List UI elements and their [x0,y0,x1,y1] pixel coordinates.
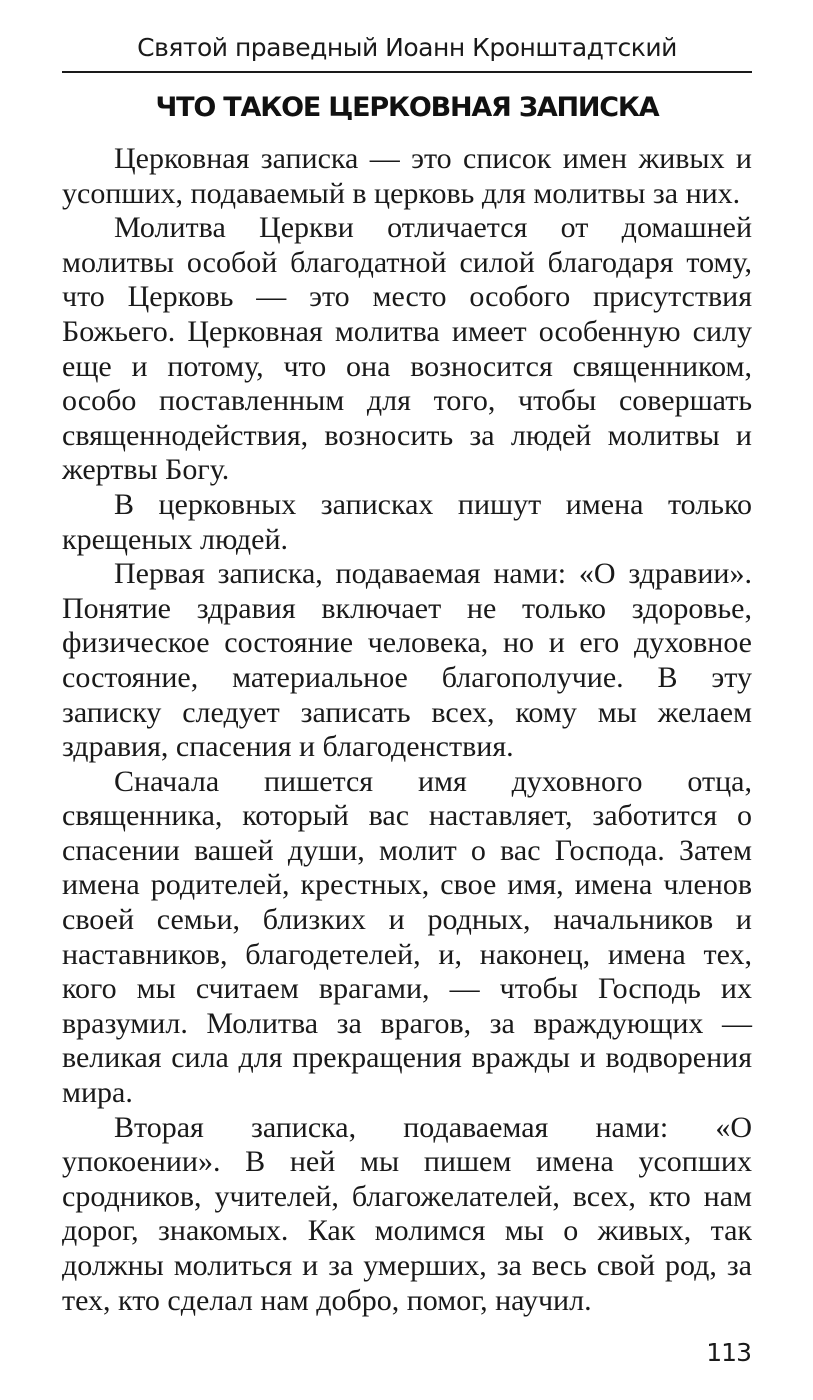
running-header: Святой праведный Иоанн Кронштадтский [137,33,677,62]
header-rule [62,71,752,73]
paragraph: Молитва Церкви отличается от домашней молитвы особой благодатной силой благодаря тому, что Церковь — это место особого присутствия Божьего. Церковная молитва имеет особенную силу еще и потому, что она возносится священником, особо поставленным для того, чтобы совершать священнодействия, возносить за людей молитвы и жертвы Богу. [62,211,752,487]
page-number: 113 [706,1338,751,1367]
paragraph: Сначала пишется имя духовного отца, священника, который вас наставляет, заботится о спасении вашей души, молит о вас Господа. Затем имена родителей, крестных, свое имя, имена членов своей семьи, близких и родных, начальников и наставников, благодетелей, и, наконец, имена тех, кого мы считаем врагами, — чтобы Господь их вразумил. Молитва за врагов, за враждующих — великая сила для прекращения вражды и водворения мира. [62,764,752,1110]
paragraph: Церковная записка — это список имен живых и усопших, подаваемый в церковь для молитвы за них. [62,142,752,210]
paragraph: Первая записка, подаваемая нами: «О здравии». Понятие здравия включает не только здоровье, физическое состояние человека, но и его духовное состояние, материальное благополучие. В эту записку следует записать всех, кому мы желаем здравия, спасения и благоденствия. [62,557,752,764]
paragraph: В церковных записках пишут имена только крещеных людей. [62,487,752,556]
chapter-title: ЧТО ТАКОЕ ЦЕРКОВНАЯ ЗАПИСКА [155,92,659,123]
paragraph: Вторая записка, подаваемая нами: «О упокоении». В ней мы пишем имена усопших сродников, учителей, благожелателей, всех, кто нам дорог, знакомых. Как молимся мы о живых, так должны молиться и за умерших, за весь свой род, за тех, кто сделал нам добро, помог, научил. [62,1110,752,1317]
body-text [62,142,752,1318]
